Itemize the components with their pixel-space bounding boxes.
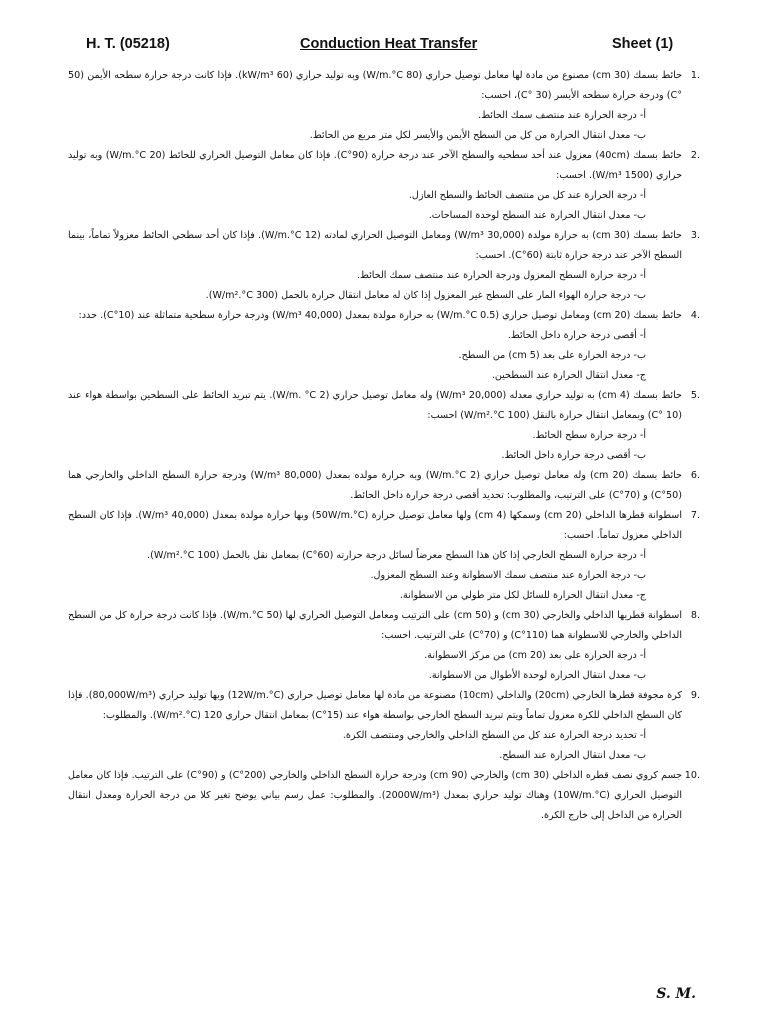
sub-question: أ- درجة الحرارة على بعد (20 cm) من مركز الاسطوانة.: [424, 650, 646, 661]
question-text: حائط بسمك (20 cm) وله معامل توصيل حراري (2 W/m.°C) وبه حرارة مولده بمعدل (80,000 W/m³) ودرجة حرارة السطح الداخلي والخارجي هما (50°C) و (70°C) على الترتيب، والمطلوب: تحديد أقصى درجة حرارة داخل الحائط.: [68, 470, 682, 501]
question-text: حائط بسمك (40cm) معزول عند أحد سطحيه والسطح الآخر عند درجة حرارة (90°C). فإذا كان معامل التوصيل الحراري للحائط (20 W/m.°C) وبه توليد حراري (1500 W/m³). احسب:: [68, 150, 682, 181]
question-number: 3.: [690, 230, 700, 241]
question-text: حائط بسمك (30 cm) مصنوع من مادة لها معامل توصيل حراري (80 W/m.°C) وبه توليد حراري (60 kW/m³). فإذا كانت درجة حرارة سطحه الأيمن (50 °C) ودرجة حرارة سطحه الأيسر (30 °C)، احسب:: [68, 70, 683, 101]
sub-question: ب- درجة حرارة الهواء المار على السطح غير المعزول إذا كان له معامل انتقال حرارة بالحمل (300 W/m².°C).: [205, 290, 646, 301]
question-number: 2.: [690, 150, 700, 161]
sub-question: ب- درجة الحرارة على بعد (5 cm) من السطح.: [458, 350, 646, 361]
questions-list: [68, 66, 700, 826]
sub-question: أ- درجة حرارة السطح المعزول ودرجة الحرارة عند منتصف سمك الحائط.: [356, 270, 646, 281]
question-item: [68, 466, 700, 506]
question-number: 4.: [690, 310, 700, 321]
question-item: [68, 606, 700, 686]
sheet-number: Sheet (1): [612, 36, 674, 52]
question-number: 10.: [684, 770, 700, 781]
sub-question: ب- معدل انتقال الحرارة لوحدة الأطوال من الاسطوانة.: [428, 670, 646, 681]
question-item: [68, 306, 700, 386]
question-text: حائط بسمك (30 cm) به حرارة مولدة (30,000 W/m³) ومعامل التوصيل الحراري لمادته (12 W/m.°C). فإذا كان أحد سطحي الحائط معزولاً تماماً، بينما السطح الآخر عند درجة حرارة ثابتة (60°C). احسب:: [68, 230, 682, 261]
sub-question: أ- درجة حرارة السطح الخارجي إذا كان هذا السطح معرضاً لسائل درجة حرارته (60°C) بمعامل نقل بالحمل (100 W/m².°C).: [147, 550, 646, 561]
question-number: 8.: [690, 610, 700, 621]
sub-question: ب- معدل انتقال الحرارة عند السطح.: [499, 750, 646, 761]
question-item: [68, 66, 700, 146]
question-item: [68, 506, 700, 606]
question-number: 5.: [690, 390, 700, 401]
question-text: اسطوانة قطريها الداخلي والخارجي (30 cm) و (50 cm) على الترتيب ومعامل التوصيل الحراري لها (50 W/m.°C). فإذا كانت درجة حرارة كل من السطح الداخلي والخارجي للاسطوانة هما (110°C) و (70°C) على الترتيب. احسب:: [68, 610, 682, 641]
sub-question: ب- درجة الحرارة عند منتصف سمك الاسطوانة وعند السطح المعزول.: [370, 570, 646, 581]
question-text: اسطوانة قطرها الداخلي (20 cm) وسمكها (4 cm) ولها معامل توصيل حرارة (50W/m.°C) وبها حرارة مولدة بمعدل (40,000 W/m³). فإذا كان السطح الداخلي معزول تماماً. احسب:: [68, 510, 683, 541]
sub-question: ب- معدل انتقال الحرارة عند السطح لوحدة المساحات.: [428, 210, 646, 221]
question-item: [68, 386, 700, 466]
question-number: 9.: [690, 690, 700, 701]
sub-question: ب- معدل انتقال الحرارة من كل من السطح الأيمن والأيسر لكل متر مربع من الحائط.: [309, 130, 646, 141]
question-number: 1.: [690, 70, 700, 81]
question-text: جسم كروي نصف قطره الداخلي (30 cm) والخارجي (90 cm) ودرجة حرارة السطح الداخلي والخارجي (200°C) و (90°C) على الترتيب. فإذا كان معامل التوصيل الحراري (10W/m.°C) وهناك توليد حراري بمعدل (2000W/m³). والمطلوب: عمل رسم بياني يوضح تغير كلا من درجة الحرارة ومعدل انتقال الحرارة من الداخل إلى خارج الكرة.: [68, 770, 682, 821]
question-item: [68, 146, 700, 226]
author-initials: S. M.: [656, 986, 696, 1002]
course-code: H. T. (05218): [86, 36, 170, 52]
question-item: [68, 226, 700, 306]
question-text: كرة مجوفة قطرها الخارجي (20cm) والداخلي (10cm) مصنوعة من مادة لها معامل توصيل حراري (12W/m.°C) وبها توليد حراري (80,000W/m³). فإذا كان السطح الداخلي للكرة معزول تماماً ويتم تبريد السطح الخارجي بواسطة هواء عند (15°C) بمعامل انتقال حراري 120 (W/m².°C). والمطلوب:: [68, 690, 682, 721]
question-text: حائط بسمك (4 cm) به توليد حراري معدله (20,000 W/m³) وله معامل توصيل حراري (2 W/m. °C). يتم تبريد الحائط على السطحين بواسطة هواء عند (10 °C) وبمعامل انتقال حرارة بالنقل (100 W/m².°C) احسب:: [68, 390, 682, 421]
page-title: Conduction Heat Transfer: [300, 36, 478, 52]
question-number: 7.: [690, 510, 700, 521]
question-item: [68, 686, 700, 766]
question-item: [68, 766, 700, 826]
sub-question: ج- معدل انتقال الحرارة عند السطحين.: [491, 370, 646, 381]
sub-question: أ- درجة الحرارة عند منتصف سمك الحائط.: [478, 110, 646, 121]
question-number: 6.: [690, 470, 700, 481]
sub-question: أ- درجة الحرارة عند كل من منتصف الحائط والسطح العازل.: [408, 190, 646, 201]
sub-question: أ- درجة حرارة سطح الحائط.: [532, 430, 646, 441]
sub-question: ب- أقصى درجة حرارة داخل الحائط.: [501, 450, 646, 461]
sub-question: أ- أقصى درجة حرارة داخل الحائط.: [507, 330, 646, 341]
sub-question: أ- تحديد درجة الحرارة عند كل من السطح الداخلي والخارجي ومنتصف الكرة.: [342, 730, 646, 741]
page-header: [0, 36, 768, 58]
question-text: حائط بسمك (20 cm) ومعامل توصيل حراري (0.5 W/m.°C) به حرارة مولدة بمعدل (40,000 W/m³) ودرجة حرارة سطحية متماثلة عند (10°C). حدد:: [78, 310, 682, 321]
sub-question: ج- معدل انتقال الحرارة للسائل لكل متر طولي من الاسطوانة.: [399, 590, 646, 601]
